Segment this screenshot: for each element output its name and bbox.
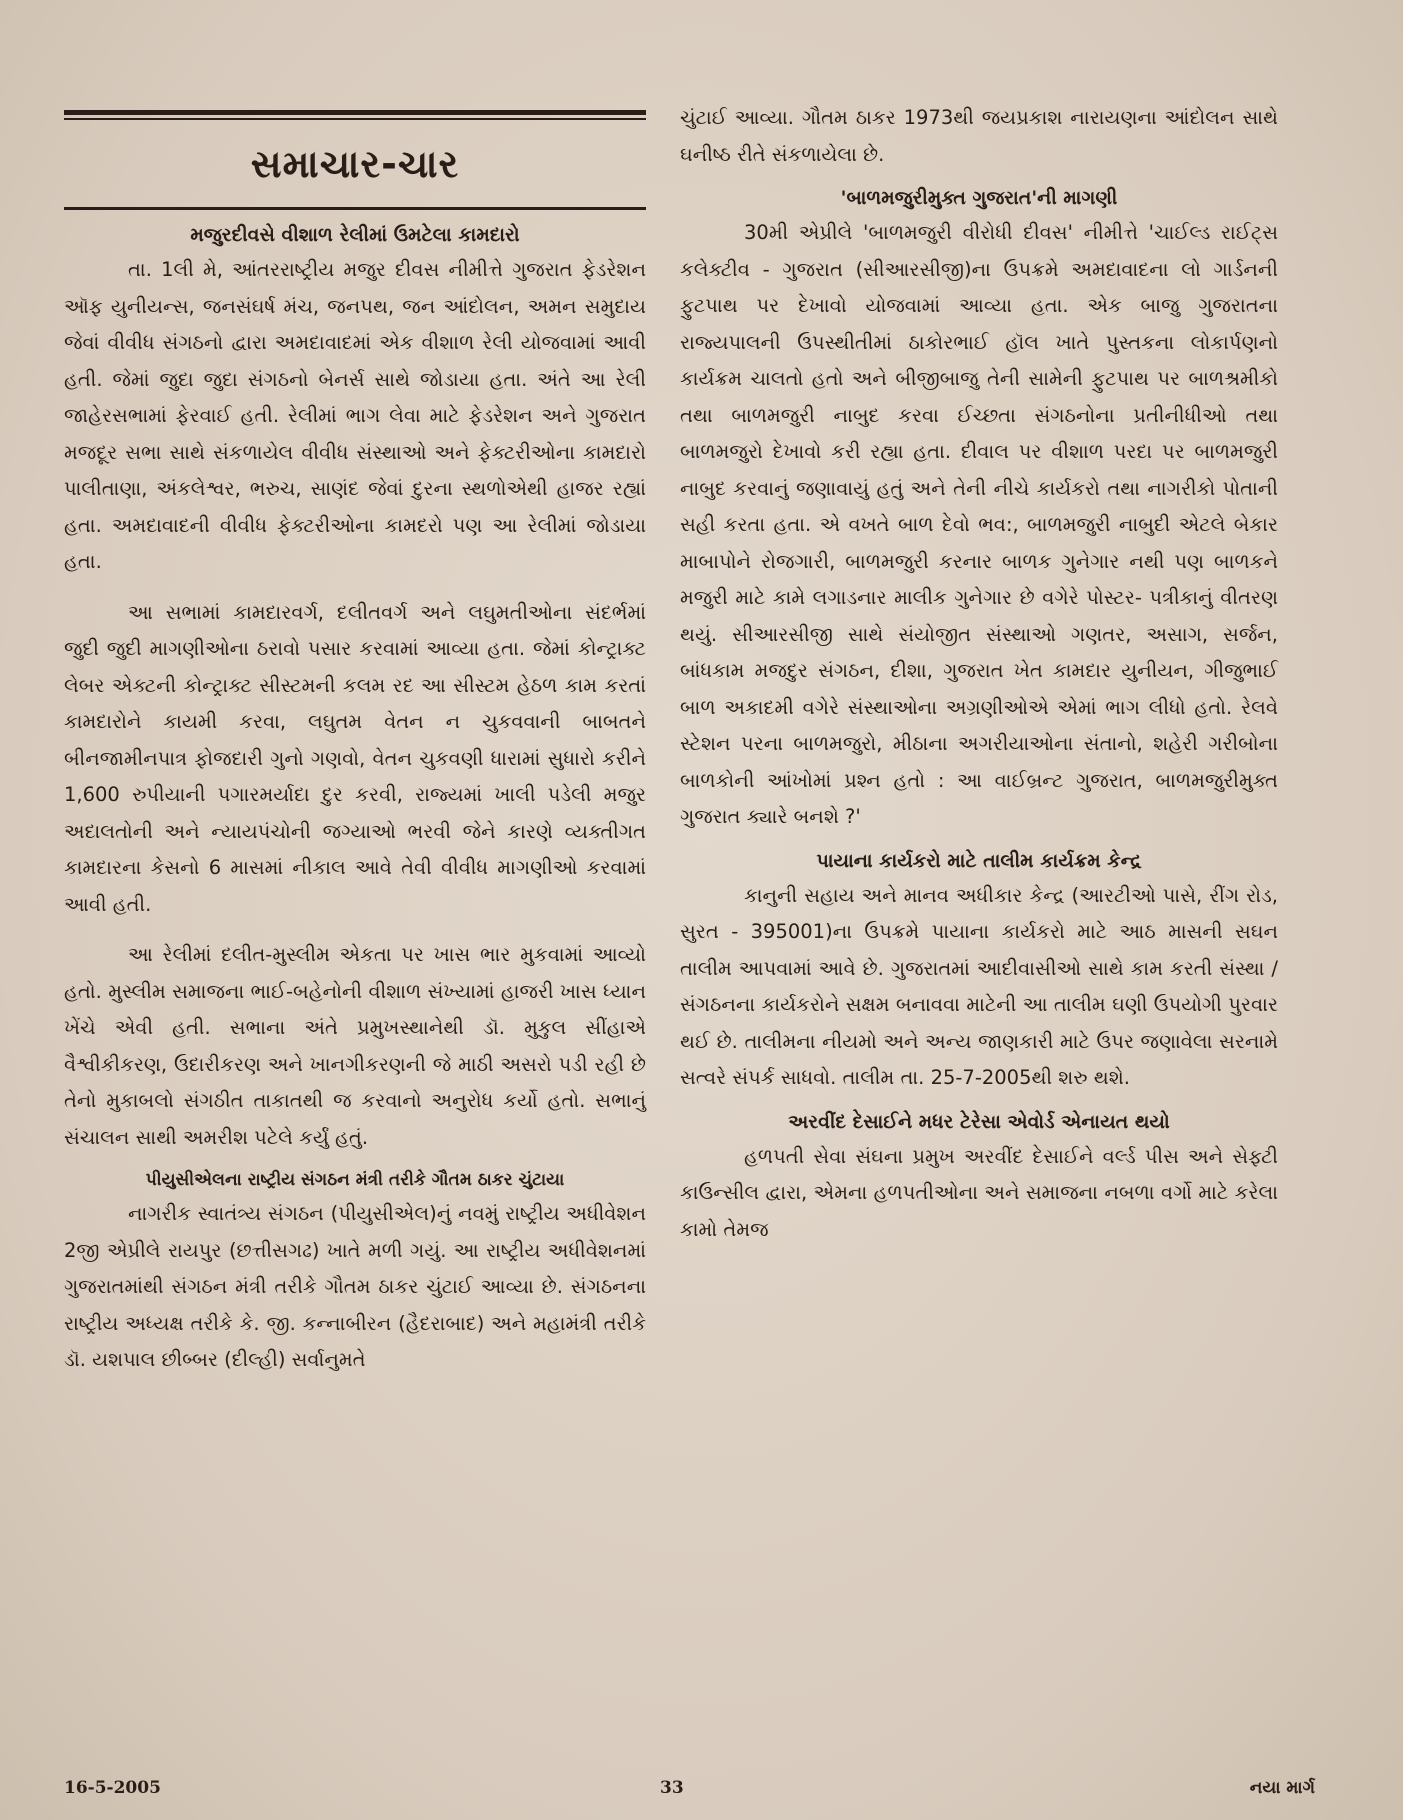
- section-title: સમાચાર-ચાર: [250, 142, 460, 186]
- article-paragraph: ચુંટાઈ આવ્યા. ગૌતમ ઠાકર 1973થી જયપ્રકાશ નારાયણના આંદોલન સાથે ઘનીષ્ઠ રીતે સંકળાયેલા છે.: [680, 106, 1278, 166]
- headline-training: પાયાના કાર્યકરો માટે તાલીમ કાર્યક્રમ કેન્દ્ર: [816, 849, 1142, 872]
- article-paragraph: હળપતી સેવા સંઘના પ્રમુખ અરવીંદ દેસાઈને વર્લ્ડ પીસ અને સેફ્ટી કાઉન્સીલ દ્વારા, એમના હળપતીઓના અને સમાજના નબળા વર્ગો માટે કરેલા કામો તેમજ: [680, 1144, 1278, 1241]
- article-paragraph: નાગરીક સ્વાતંત્ર્ય સંગઠન (પીયુસીએલ)નું નવમું રાષ્ટ્રીય અધીવેશન 2જી એપ્રીલે રાયપુર (છત્તીસગઢ) ખાતે મળી ગયું. આ રાષ્ટ્રીય અધીવેશનમાં ગુજરાતમાંથી સંગઠન મંત્રી તરીકે ગૌતમ ઠાકર ચુંટાઈ આવ્યા છે. સંગઠનના રાષ્ટ્રીય અધ્યક્ષ તરીકે કે. જી. કન્નાબીરન (હૈદરાબાદ) અને મહામંત્રી તરીકે ડૉ. યશપાલ છીબ્બર (દીલ્હી) સર્વાનુમતે: [64, 1202, 646, 1371]
- article-paragraph: 30મી એપ્રીલે 'બાળમજુરી વીરોધી દીવસ' નીમીત્તે 'ચાઈલ્ડ રાઈટ્સ કલેક્ટીવ - ગુજરાત (સીઆરસીજી)ના ઉપક્રમે અમદાવાદના લો ગાર્ડનની ફુટપાથ પર દેખાવો યોજવામાં આવ્યા હતા. એક બાજુ ગુજરાતના રાજ્યપાલની ઉપસ્થીતીમાં ઠાકોરભાઈ હૉલ ખાતે પુસ્તકના લોકાર્પણનો કાર્યક્રમ ચાલતો હતો અને બીજીબાજુ તેની સામેની ફુટપાથ પર બાળશ્રમીકો તથા બાળમજુરી નાબુદ કરવા ઈચ્છતા સંગઠનોના પ્રતીનીધીઓ તથા બાળમજુરો દેખાવો કરી રહ્યા હતા. દીવાલ પર વીશાળ પરદા પર બાળમજુરી નાબુદ કરવાનું જણાવાયું હતું અને તેની નીચે કાર્યકરો તથા નાગરીકો પોતાની સહી કરતા હતા. એ વખતે બાળ દેવો ભવ:, બાળમજુરી નાબુદી એટલે બેકાર માબાપોને રોજગારી, બાળમજુરી કરનાર બાળક ગુનેગાર નથી પણ બાળકને મજુરી માટે કામે લગાડનાર માલીક ગુનેગાર છે વગેરે પોસ્ટર- પત્રીકાનું વીતરણ થયું. સીઆરસીજી સાથે સંયોજીત સંસ્થાઓ ગણતર, અસાગ, સર્જન, બાંધકામ મજદુર સંગઠન, દીશા, ગુજરાત ખેત કામદાર યુનીયન, ગીજુભાઈ બાળ અકાદમી વગેરે સંસ્થાઓના અગ્રણીઓએ એમાં ભાગ લીધો હતો. રેલવે સ્ટેશન પરના બાળમજુરો, મીઠાના અગરીયાઓના સંતાનો, શહેરી ગરીબોના બાળકોની આંખોમાં પ્રશ્ન હતો : આ વાઈબ્રન્ટ ગુજરાત, બાળમજુરીમુક્ત ગુજરાત ક્યારે બનશે ?': [680, 221, 1278, 828]
- headline-may-day-rally: મજુરદીવસે વીશાળ રેલીમાં ઉમટેલા કામદારો: [190, 224, 520, 246]
- publication-name: નયા માર્ગ: [1249, 1778, 1315, 1798]
- article-paragraph: આ સભામાં કામદારવર્ગ, દલીતવર્ગ અને લઘુમતીઓના સંદર્ભમાં જુદી જુદી માગણીઓના ઠરાવો પસાર કરવામાં આવ્યા હતા. જેમાં કોન્ટ્રાક્ટ લેબર એક્ટની કોન્ટ્રાક્ટ સીસ્ટમની કલમ રદ આ સીસ્ટમ હેઠળ કામ કરતાં કામદારોને કાયમી કરવા, લઘુતમ વેતન ન ચુકવવાની બાબતને બીનજામીનપાત્ર ફોજદારી ગુનો ગણવો, વેતન ચુકવણી ધારામાં સુધારો કરીને 1,600 રુપીયાની પગારમર્યાદા દુર કરવી, રાજ્યમાં ખાલી પડેલી મજુર અદાલતોની અને ન્યાયપંચોની જગ્યાઓ ભરવી જેને કારણે વ્યક્તીગત કામદારના કેસનો 6 માસમાં નીકાલ આવે તેવી વીવીધ માગણીઓ કરવામાં આવી હતી.: [64, 600, 646, 916]
- top-rule-thin: [64, 118, 646, 120]
- headline-award: અરવીંદ દેસાઈને મધર ટેરેસા એવોર્ડ એનાયત થયો: [788, 1110, 1170, 1133]
- top-rule: [64, 110, 646, 115]
- right-column: [680, 100, 1278, 1262]
- article-paragraph: તા. 1લી મે, આંતરરાષ્ટ્રીય મજુર દીવસ નીમીત્તે ગુજરાત ફેડરેશન ઑફ યુનીયન્સ, જનસંઘર્ષ મંચ, જનપથ, જન આંદોલન, અમન સમુદાય જેવાં વીવીધ સંગઠનો દ્વારા અમદાવાદમાં એક વીશાળ રેલી યોજવામાં આવી હતી. જેમાં જુદા જુદા સંગઠનો બેનર્સ સાથે જોડાયા હતા. અંતે આ રેલી જાહેરસભામાં ફેરવાઈ હતી. રેલીમાં ભાગ લેવા માટે ફેડરેશન અને ગુજરાત મજદૂર સભા સાથે સંકળાયેલ વીવીધ સંસ્થાઓ અને ફેક્ટરીઓના કામદારો પાલીતાણા, અંકલેશ્વર, ભરુચ, સાણંદ જેવાં દુરના સ્થળોએથી હાજર રહ્યાં હતા. અમદાવાદની વીવીધ ફેક્ટરીઓના કામદરો પણ આ રેલીમાં જોડાયા હતા.: [64, 258, 646, 573]
- title-underline: [64, 207, 646, 210]
- headline-child-labour: 'બાળમજુરીમુક્ત ગુજરાત'ની માગણી: [840, 187, 1118, 209]
- article-paragraph: કાનુની સહાય અને માનવ અધીકાર કેન્દ્ર (આરટીઓ પાસે, રીંગ રોડ, સુરત - 395001)ના ઉપક્રમે પાયાના કાર્યકરો માટે આઠ માસની સઘન તાલીમ આપવામાં આવે છે. ગુજરાતમાં આદીવાસીઓ સાથે કામ કરતી સંસ્થા / સંગઠનના કાર્યકરોને સક્ષમ બનાવવા માટેની આ તાલીમ ઘણી ઉપયોગી પુરવાર થઈ છે. તાલીમના નીયમો અને અન્ય જાણકારી માટે ઉપર જણાવેલા સરનામે સત્વરે સંપર્ક સાધવો. તાલીમ તા. 25-7-2005થી શરુ થશે.: [680, 883, 1278, 1089]
- article-paragraph: આ રેલીમાં દલીત-મુસ્લીમ એકતા પર ખાસ ભાર મુકવામાં આવ્યો હતો. મુસ્લીમ સમાજના ભાઈ-બહેનોની વીશાળ સંખ્યામાં હાજરી ખાસ ધ્યાન ખેંચે એવી હતી. સભાના અંતે પ્રમુખસ્થાનેથી ડૉ. મુકુલ સીંહાએ વૈશ્વીકીકરણ, ઉદારીકરણ અને ખાનગીકરણની જે માઠી અસરો પડી રહી છે તેનો મુકાબલો સંગઠીત તાકાતથી જ કરવાનો અનુરોધ કર્યો હતો. સભાનું સંચાલન સાથી અમરીશ પટેલે કર્યું હતું.: [64, 943, 646, 1149]
- page-number: 33: [660, 1778, 684, 1798]
- left-column: [64, 100, 646, 1393]
- footer-date: 16-5-2005: [64, 1778, 161, 1798]
- headline-pucl: પીયુસીએલના રાષ્ટ્રીય સંગઠન મંત્રી તરીકે ગૌતમ ઠાકર ચુંટાયા: [145, 1170, 565, 1190]
